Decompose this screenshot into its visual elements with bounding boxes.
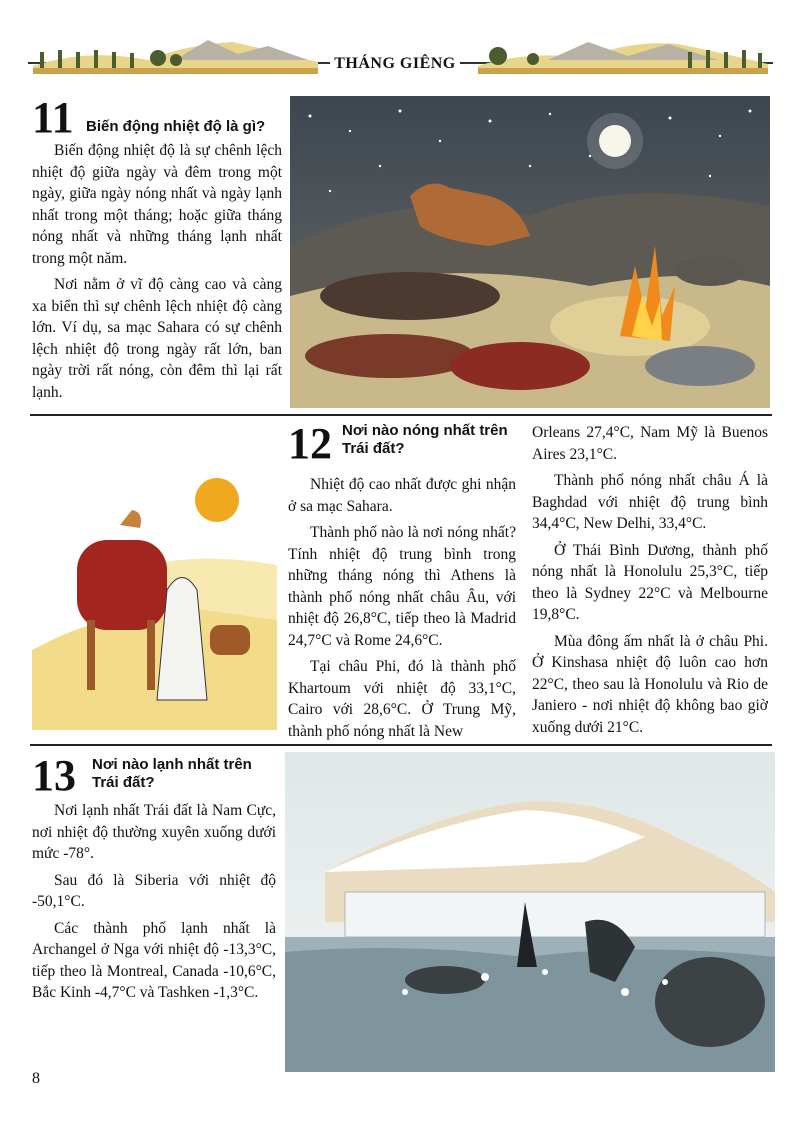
section-12-paragraph: Thành phố nóng nhất châu Á là Baghdad với nhiệt độ trung bình 34,4°C, New Delhi, 33,4°C. (532, 472, 768, 532)
section-12-title-line: Trái đất? (342, 440, 405, 457)
section-12-paragraph: Mùa đông ấm nhất là ở châu Phi. Ở Kinshasa nhiệt độ luôn cao hơn 22°C, theo sau là Honolulu và Rio de Janiero - nơi nhiệt độ không bao giờ xuống dưới 21°C. (532, 632, 768, 736)
section-11-paragraph: Nơi nằm ở vĩ độ càng cao và càng xa biển thì sự chênh lệch nhiệt độ càng lớn. Ví dụ, sa mạc Sahara có sự chênh lệch nhiệt độ trong ngày rất lớn, ban ngày trời rất nóng, còn đêm thì lại rất lạnh. (32, 276, 282, 401)
section-12-title (342, 422, 512, 458)
section-12-column-2 (532, 422, 768, 738)
section-13-title (92, 756, 282, 792)
camel-caravan-illustration (32, 470, 277, 730)
section-11-number: 11 (32, 93, 74, 142)
section-12-paragraph: Nhiệt độ cao nhất được ghi nhận ở sa mạc Sahara. (288, 476, 516, 515)
section-12-paragraph: Tại châu Phi, đó là thành phố Khartoum với nhiệt độ 33,1°C, Cairo với 28,6°C. Ở Trung Mỹ, thành phố nóng nhất là New (288, 658, 516, 740)
section-13-paragraph: Các thành phố lạnh nhất là Archangel ở Nga với nhiệt độ -13,3°C, tiếp theo là Montreal, Canada -10,6°C, Bắc Kinh -4,7°C và Tashken -1,3°C. (32, 919, 276, 1001)
section-12-column-1 (288, 474, 516, 742)
section-12-title-line: Nơi nào nóng nhất trên (342, 422, 508, 439)
section-13-title-line: Nơi nào lạnh nhất trên (92, 756, 252, 773)
section-12-number: 12 (288, 419, 332, 468)
antarctic-whales-illustration (285, 752, 775, 1072)
section-13-title-line: Trái đất? (92, 774, 155, 791)
section-11-paragraph: Biến động nhiệt độ là sự chênh lệch nhiệt độ giữa ngày và đêm trong một ngày, giữa ngày nóng nhất và ngày lạnh nhất trong một tháng; hoặc giữa tháng nóng nhất và những tháng lạnh nhất trong một năm. (32, 142, 282, 267)
page-heading: THÁNG GIÊNG (330, 55, 460, 73)
section-11-body (32, 140, 282, 403)
section-13-number: 13 (32, 751, 76, 800)
section-13-paragraph: Sau đó là Siberia với nhiệt độ -50,1°C. (32, 871, 276, 910)
section-12-paragraph: Orleans 27,4°C, Nam Mỹ là Buenos Aires 23,1°C. (532, 424, 768, 463)
section-11-title: Biến động nhiệt độ là gì? (86, 118, 266, 135)
section-12-paragraph: Ở Thái Bình Dương, thành phố nóng nhất là Honolulu 25,3°C, tiếp theo là Sydney 22°C và Melbourne 19,8°C. (532, 541, 768, 623)
section-13-paragraph: Nơi lạnh nhất Trái đất là Nam Cực, nơi nhiệt độ thường xuyên xuống dưới mức -78°. (32, 802, 276, 862)
page-number: 8 (32, 1070, 40, 1087)
desert-night-illustration (290, 96, 770, 408)
section-13-body (32, 800, 276, 1004)
section-12-paragraph: Thành phố nào là nơi nóng nhất? Tính nhiệt độ trung bình trong những tháng nóng thì Athens là thành phố nóng nhất châu Âu, với nhiệt độ 26,8°C, tiếp theo là Madrid 24,7°C và Rome 24,6°C. (288, 524, 516, 649)
section-divider (30, 414, 772, 416)
section-divider (30, 744, 772, 746)
